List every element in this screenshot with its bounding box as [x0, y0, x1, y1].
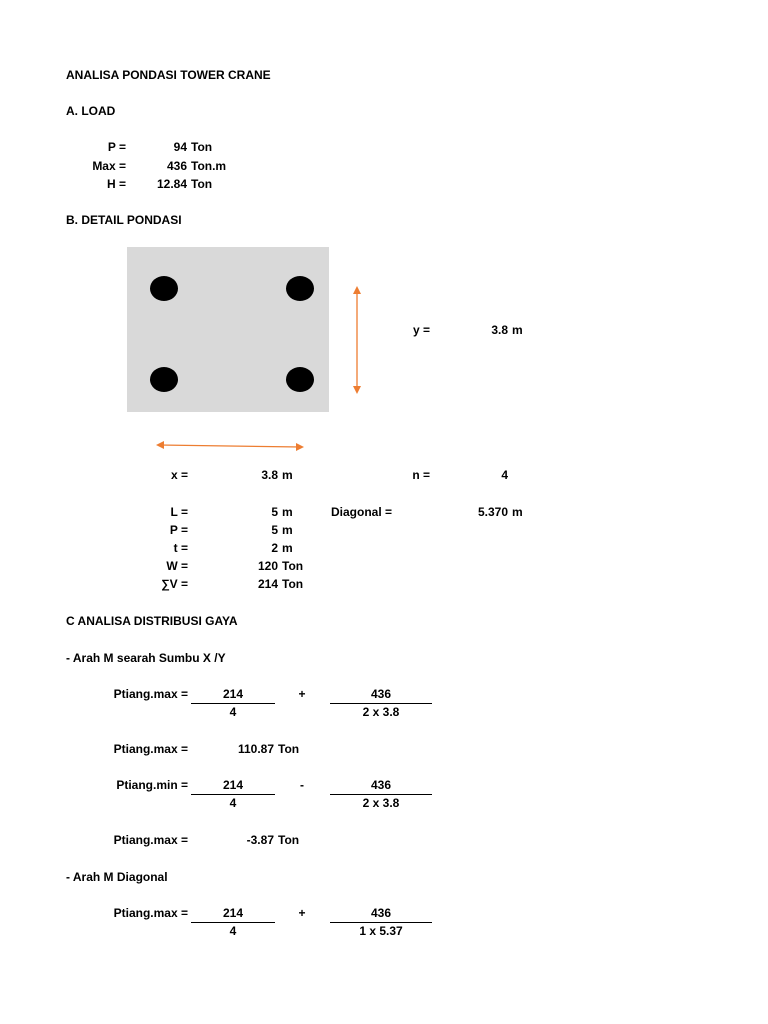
- load-p-unit: Ton: [191, 140, 213, 154]
- eq2-numerator-2: 436: [370, 778, 392, 792]
- eq3-numerator-1: 214: [222, 906, 244, 920]
- page-title: ANALISA PONDASI TOWER CRANE: [66, 68, 271, 82]
- eq1-denominator-1: 4: [229, 705, 237, 719]
- x-label: x =: [170, 468, 188, 482]
- pile-top-left: [150, 276, 178, 301]
- res2-unit: Ton: [278, 833, 300, 847]
- x-dimension-arrow: [155, 440, 305, 452]
- res2-label: Ptiang.max =: [113, 833, 188, 847]
- p-value: 5: [271, 523, 278, 537]
- eq3-label: Ptiang.max =: [113, 906, 188, 920]
- sum-v-unit: Ton: [282, 577, 304, 591]
- subheading-diagonal: - Arah M Diagonal: [66, 870, 168, 884]
- diagonal-value: 5.370: [477, 505, 508, 519]
- t-value: 2: [271, 541, 278, 555]
- n-value: 4: [501, 468, 508, 482]
- y-unit: m: [512, 323, 523, 337]
- y-value: 3.8: [491, 323, 508, 337]
- eq1-numerator-2: 436: [370, 687, 392, 701]
- eq2-label: Ptiang.min =: [116, 778, 188, 792]
- x-unit: m: [282, 468, 293, 482]
- eq1-operator: +: [298, 687, 306, 701]
- eq2-fraction-bar-2: [330, 794, 432, 795]
- p-unit: m: [282, 523, 293, 537]
- eq3-fraction-bar-1: [191, 922, 275, 923]
- y-label: y =: [412, 323, 430, 337]
- load-max-label: Max =: [92, 159, 126, 173]
- l-label: L =: [170, 505, 188, 519]
- sum-v-label: ∑V =: [161, 577, 188, 591]
- sum-v-value: 214: [257, 577, 278, 591]
- eq3-fraction-bar-2: [330, 922, 432, 923]
- pile-bottom-right: [286, 367, 314, 392]
- w-label: W =: [166, 559, 188, 573]
- eq3-numerator-2: 436: [370, 906, 392, 920]
- res2-value: -3.87: [246, 833, 274, 847]
- n-label: n =: [412, 468, 430, 482]
- w-unit: Ton: [282, 559, 304, 573]
- diagonal-unit: m: [512, 505, 523, 519]
- load-p-value: 94: [173, 140, 187, 154]
- load-h-value: 12.84: [156, 177, 187, 191]
- res1-unit: Ton: [278, 742, 300, 756]
- eq3-denominator-2: 1 x 5.37: [359, 924, 403, 938]
- eq2-denominator-1: 4: [229, 796, 237, 810]
- eq1-label: Ptiang.max =: [113, 687, 188, 701]
- load-max-unit: Ton.m: [191, 159, 227, 173]
- t-unit: m: [282, 541, 293, 555]
- load-max-value: 436: [166, 159, 187, 173]
- res1-value: 110.87: [237, 742, 274, 756]
- t-label: t =: [173, 541, 188, 555]
- eq2-numerator-1: 214: [222, 778, 244, 792]
- pile-bottom-left: [150, 367, 178, 392]
- y-dimension-arrow: [350, 285, 364, 395]
- l-value: 5: [271, 505, 278, 519]
- eq2-denominator-2: 2 x 3.8: [362, 796, 400, 810]
- load-h-label: H =: [106, 177, 126, 191]
- foundation-pad: [127, 247, 329, 412]
- pile-top-right: [286, 276, 314, 301]
- l-unit: m: [282, 505, 293, 519]
- p-label: P =: [169, 523, 188, 537]
- load-p-label: P =: [107, 140, 126, 154]
- eq1-numerator-1: 214: [222, 687, 244, 701]
- eq3-denominator-1: 4: [229, 924, 237, 938]
- w-value: 120: [257, 559, 278, 573]
- subheading-axis: - Arah M searah Sumbu X /Y: [66, 651, 226, 665]
- diagonal-label: Diagonal =: [331, 505, 393, 519]
- section-a-heading: A. LOAD: [66, 104, 116, 118]
- eq1-denominator-2: 2 x 3.8: [362, 705, 400, 719]
- eq3-operator: +: [298, 906, 306, 920]
- eq2-fraction-bar-1: [191, 794, 275, 795]
- section-b-heading: B. DETAIL PONDASI: [66, 213, 182, 227]
- res1-label: Ptiang.max =: [113, 742, 188, 756]
- section-c-heading: C ANALISA DISTRIBUSI GAYA: [66, 614, 238, 628]
- eq1-fraction-bar-1: [191, 703, 275, 704]
- eq2-operator: -: [300, 778, 304, 792]
- x-value: 3.8: [261, 468, 278, 482]
- load-h-unit: Ton: [191, 177, 213, 191]
- eq1-fraction-bar-2: [330, 703, 432, 704]
